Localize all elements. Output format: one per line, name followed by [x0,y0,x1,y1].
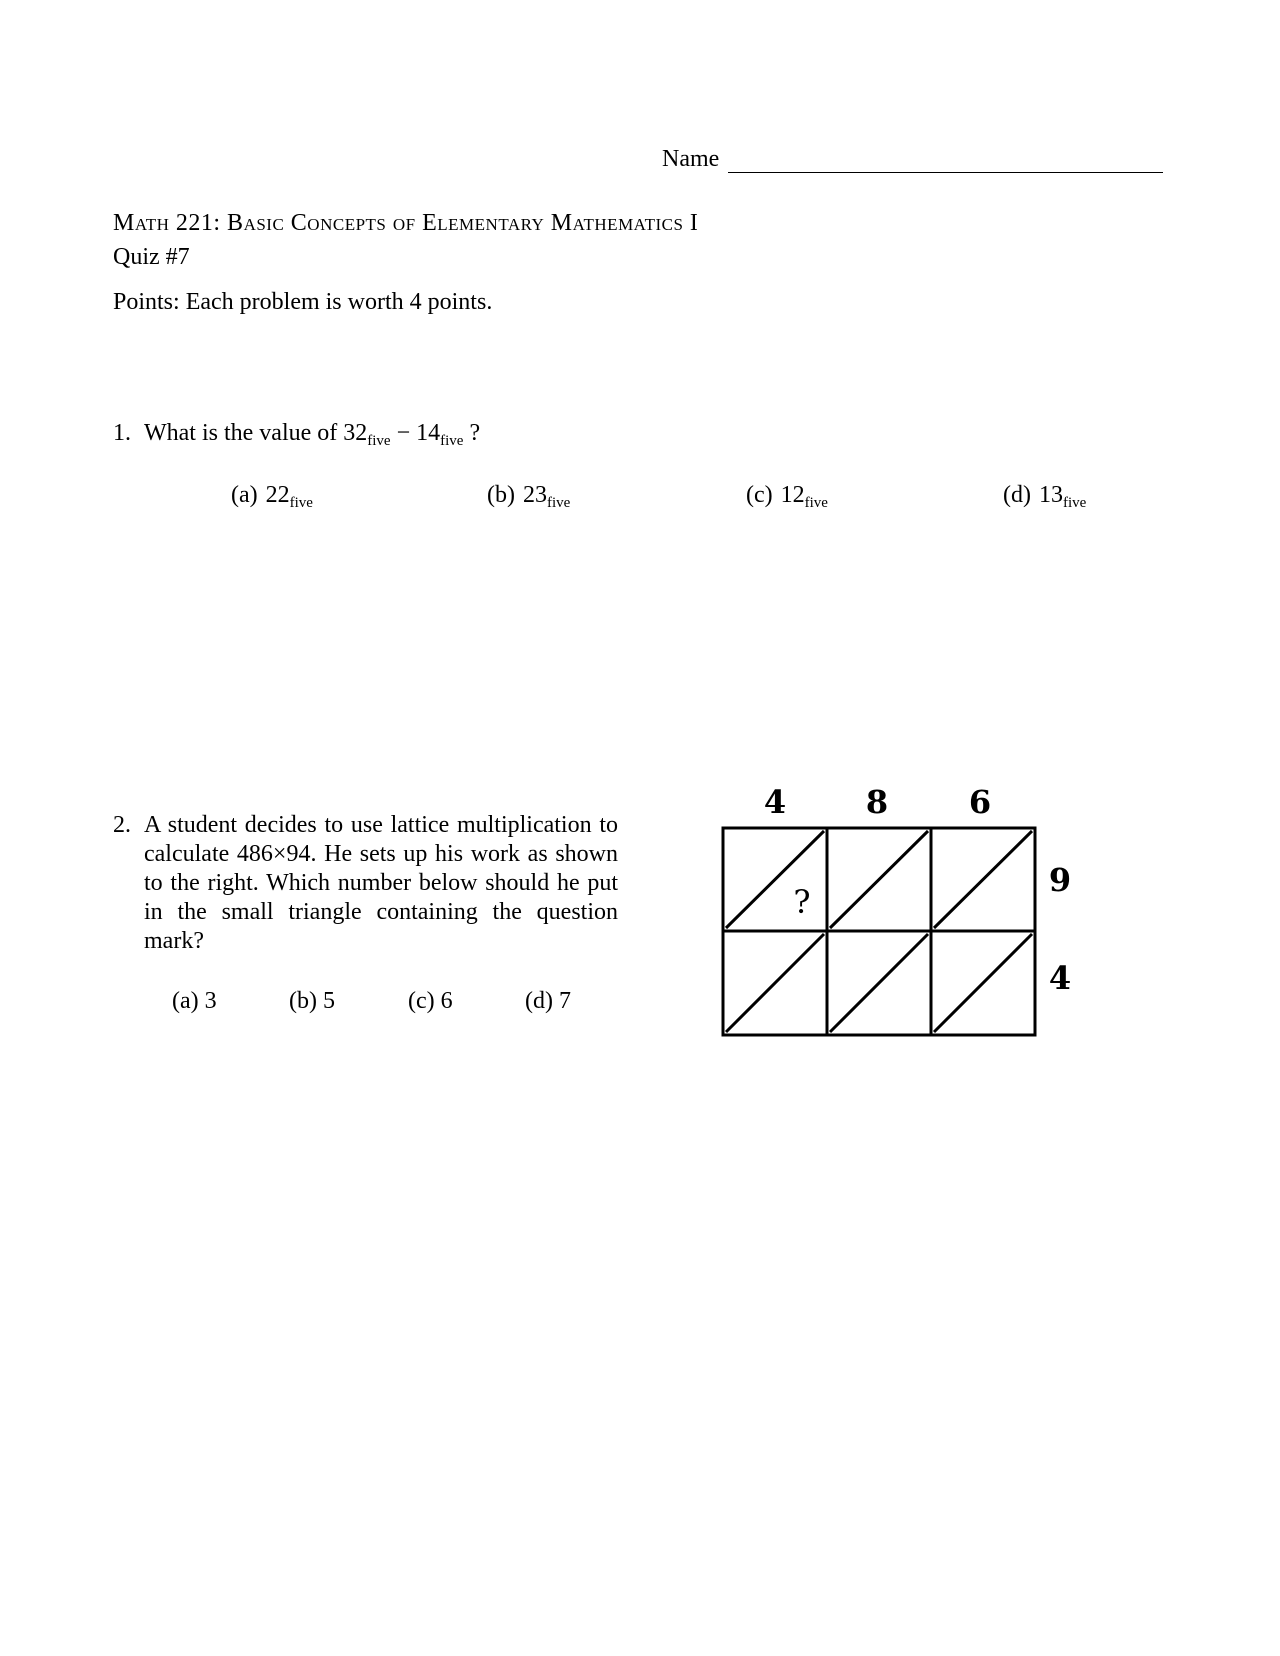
choice-subscript: five [1062,495,1087,511]
question-end: ? [469,420,481,446]
choice-label: (b) [289,988,317,1014]
choice-subscript: five [289,495,313,511]
choice-value: 23 [522,482,547,508]
choice-subscript: five [546,495,571,511]
quiz-label: Quiz #7 [113,244,190,270]
course-title: Math 221: Basic Concepts of Elementary Mathematics I [113,210,699,236]
lattice-diagonal [830,831,928,928]
lattice-right-digit: 4 [1048,959,1072,997]
points-statement: Points: Each problem is worth 4 points. [113,289,493,315]
choice-value: 13 [1038,482,1063,508]
choice-label: (a) [172,988,199,1014]
lattice-top-digit: 8 [865,783,889,821]
base-subscript: five [440,433,464,449]
lattice-diagonal [934,934,1032,1032]
question-text: A student decides to use lattice multiplication to calculate 486×94. He sets up his work as shown to the right. Which number below should he put in the small triangle containing the question mark? [144,812,618,954]
lattice-right-digit: 9 [1048,861,1072,899]
choice-label: (b) [487,482,515,508]
minus-operator: − [396,420,411,446]
base-subscript: five [367,433,391,449]
question-prompt: What is the value of [144,420,338,446]
choice-label: (c) [408,988,435,1014]
operand-2: 14 [416,420,441,446]
question-number: 1. [113,420,131,446]
lattice-top-digit: 4 [763,783,787,821]
choice-label: (a) [231,482,258,508]
choice-value: 6 [440,988,453,1014]
choice-value: 7 [558,988,571,1014]
name-label: Name [662,146,720,172]
choice-value: 12 [780,482,805,508]
choice-value: 5 [322,988,335,1014]
choice-label: (c) [746,482,773,508]
choice-label: (d) [1003,482,1031,508]
lattice-grid [723,828,1035,1035]
lattice-diagonal [934,831,1032,928]
lattice-diagonal [726,934,824,1032]
question-number: 2. [113,812,131,838]
choice-value: 22 [265,482,290,508]
choice-subscript: five [804,495,828,511]
choice-value: 3 [204,988,217,1014]
lattice-diagonal [830,934,928,1032]
operand-1: 32 [343,420,368,446]
choice-label: (d) [525,988,553,1014]
lattice-top-digit: 6 [968,783,992,821]
lattice-question-mark: ? [793,883,811,921]
